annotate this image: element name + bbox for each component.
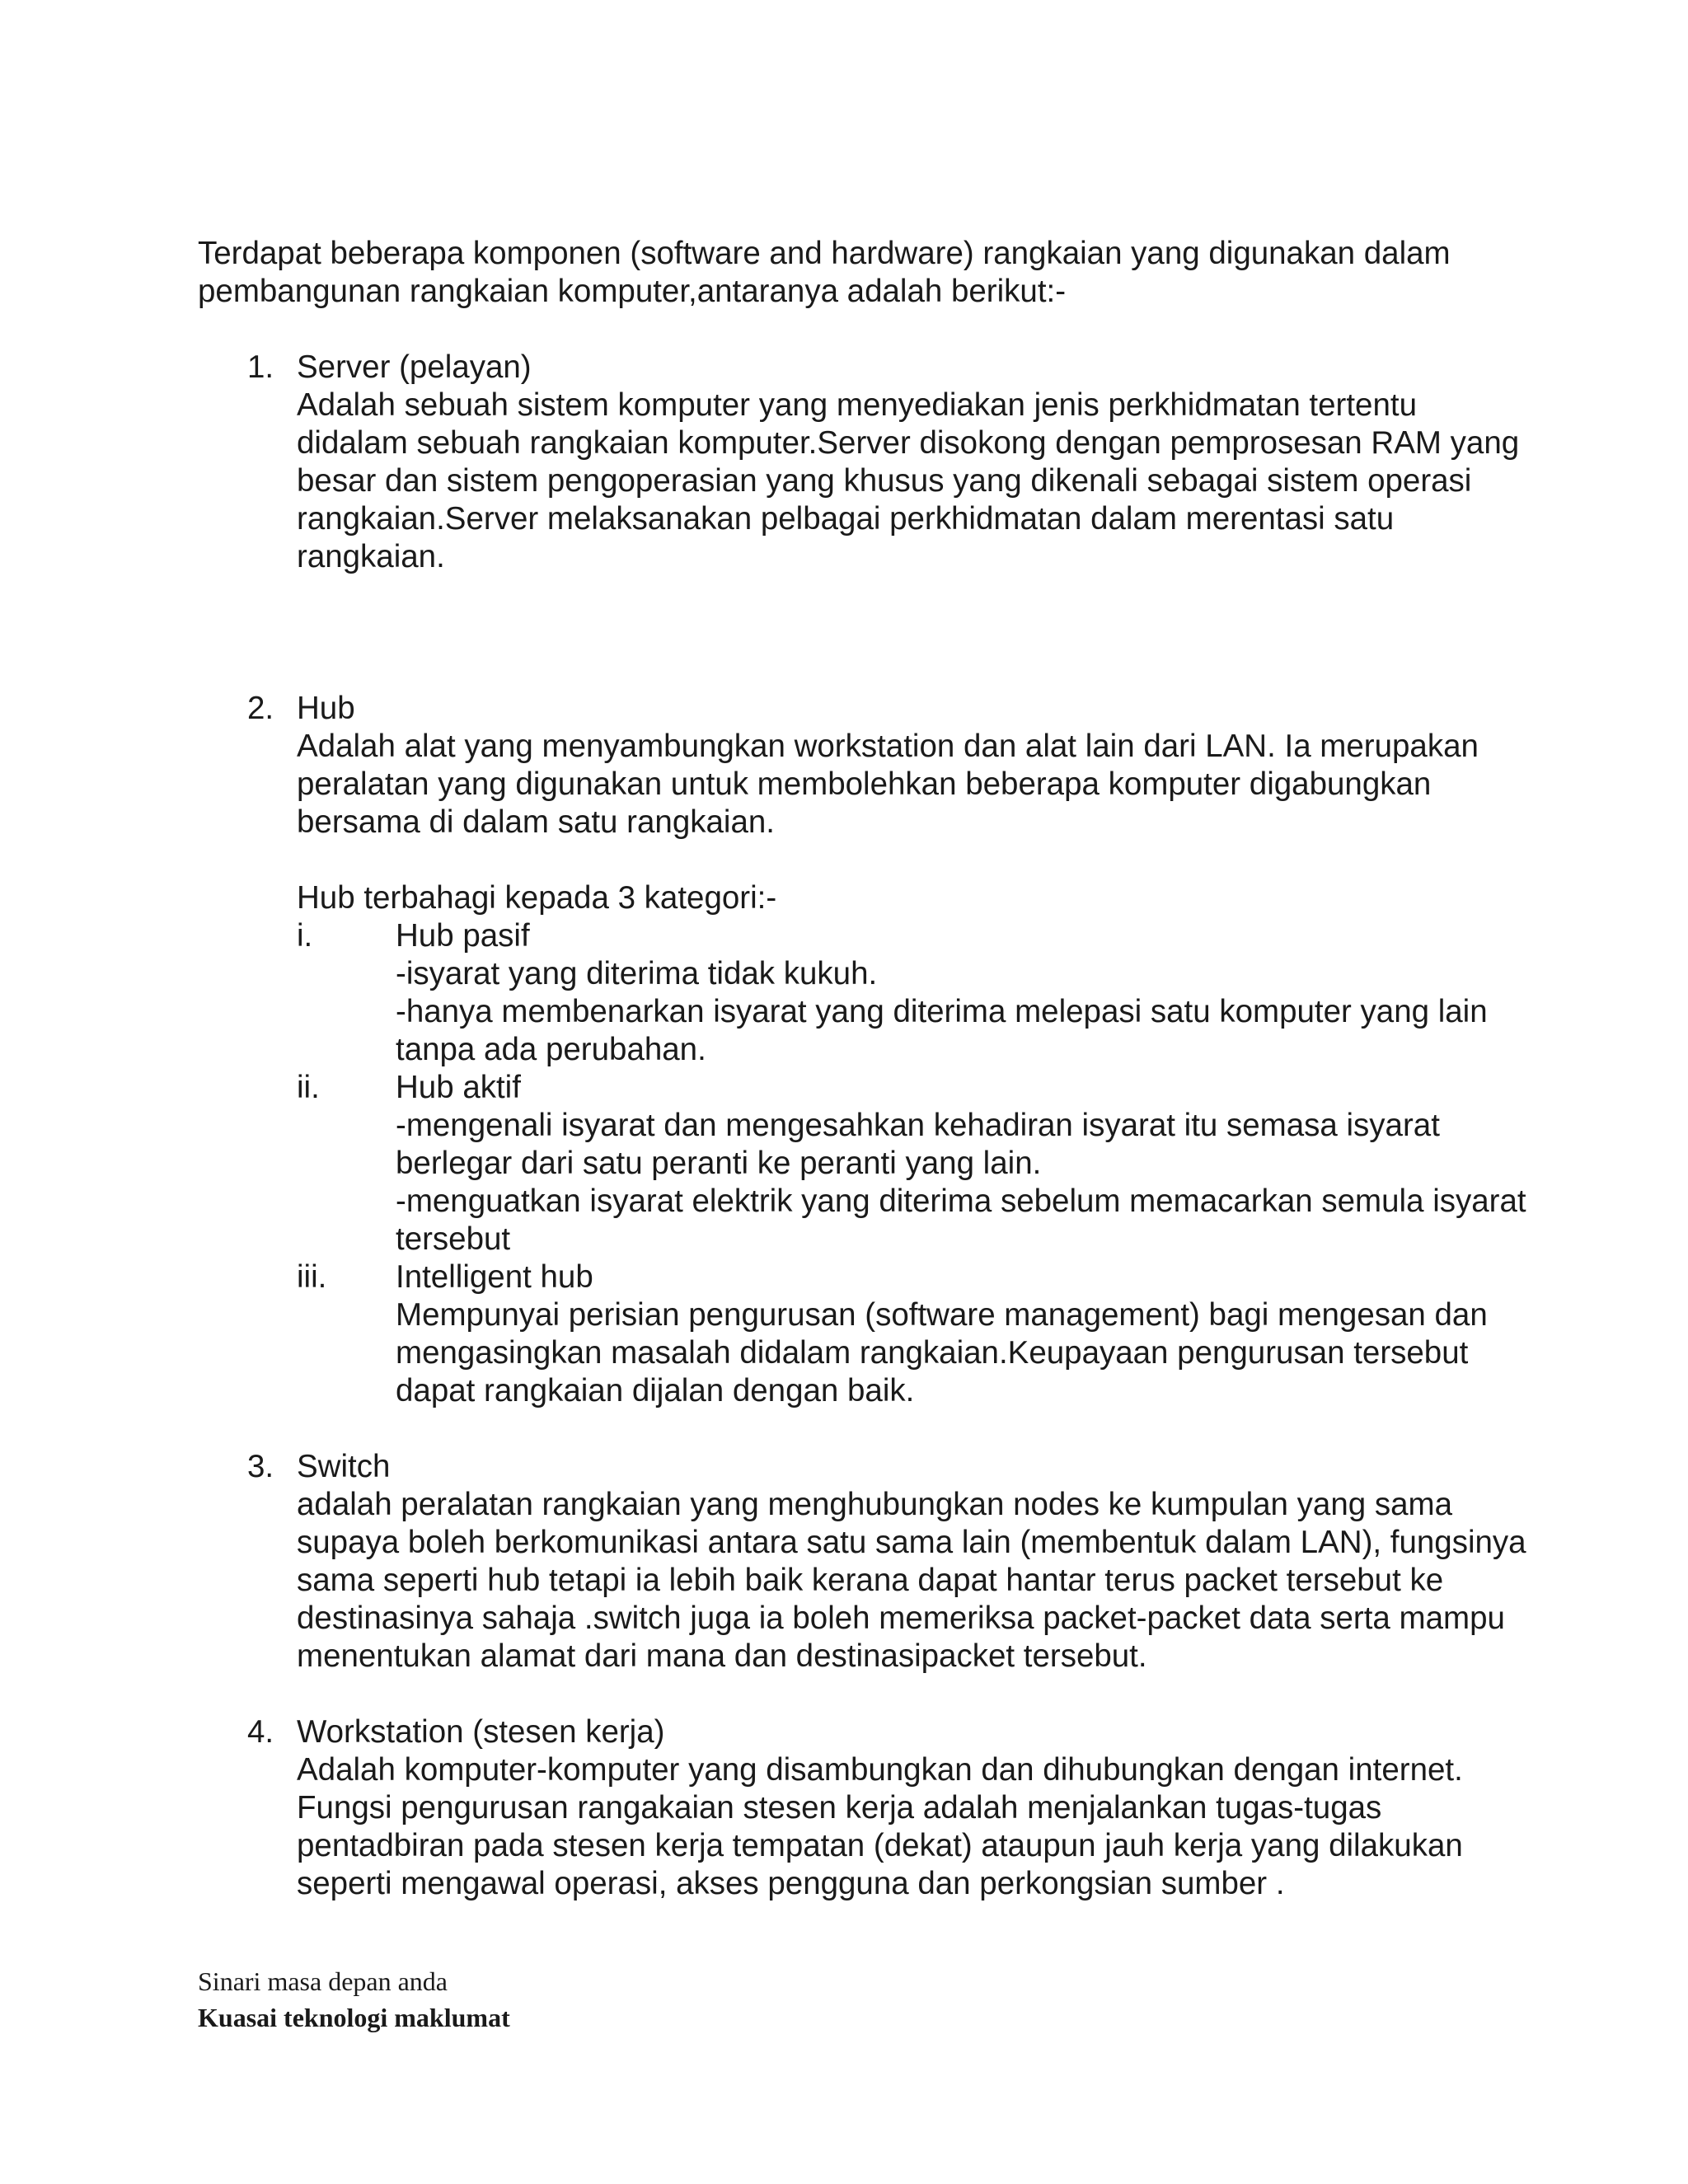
- item-number: 2.: [247, 691, 274, 726]
- hub-category-passive: [297, 917, 1533, 1069]
- document-body: [198, 235, 1533, 1903]
- list-item-server: [198, 349, 1533, 576]
- item-number: 3.: [247, 1449, 274, 1484]
- item-body: Adalah komputer-komputer yang disambungkan dan dihubungkan dengan internet. Fungsi pengurusan rangakaian stesen kerja adalah menjalankan tugas-tugas pentadbiran pada stesen kerja tempatan (dekat) ataupun jauh kerja yang dilakukan seperti mengawal operasi, akses pengguna dan perkongsian sumber .: [297, 1752, 1463, 1901]
- item-title: Workstation (stesen kerja): [297, 1714, 665, 1750]
- list-item-hub: [198, 690, 1533, 1410]
- footer-slogan: Kuasai teknologi maklumat: [198, 2003, 510, 2032]
- spacer: [297, 841, 1533, 879]
- categories-label: Hub terbahagi kepada 3 kategori:-: [297, 880, 777, 916]
- item-body: adalah peralatan rangkaian yang menghubungkan nodes ke kumpulan yang sama supaya boleh berkomunikasi antara satu sama lain (membentuk dalam LAN), fungsinya sama seperti hub tetapi ia lebih baik kerana dapat hantar terus packet tersebut ke destinasinya sahaja .switch juga ia boleh memeriksa packet-packet data serta mampu menentukan alamat dari mana dan destinasipacket tersebut.: [297, 1487, 1526, 1674]
- sub-item-line: -isyarat yang diterima tidak kukuh.: [396, 956, 878, 991]
- item-body: Adalah sebuah sistem komputer yang menyediakan jenis perkhidmatan tertentu didalam sebuah rangkaian komputer.Server disokong dengan pemprosesan RAM yang besar dan sistem pengoperasian yang khusus yang dikenali sebagai sistem operasi rangkaian.Server melaksanakan pelbagai perkhidmatan dalam merentasi satu rangkaian.: [297, 387, 1520, 574]
- sub-item-line: -hanya membenarkan isyarat yang diterima melepasi satu komputer yang lain tanpa ada perubahan.: [396, 994, 1488, 1067]
- sub-item-line: Mempunyai perisian pengurusan (software management) bagi mengesan dan mengasingkan masalah didalam rangkaian.Keupayaan pengurusan tersebut dapat rangkaian dijalan dengan baik.: [396, 1297, 1488, 1408]
- sub-item-number: i.: [297, 918, 313, 954]
- hub-category-intelligent: [297, 1258, 1533, 1410]
- hub-category-active: [297, 1069, 1533, 1258]
- item-number: 1.: [247, 349, 274, 385]
- intro-paragraph: Terdapat beberapa komponen (software and hardware) rangkaian yang digunakan dalam pembangunan rangkaian komputer,antaranya adalah berikut:-: [198, 236, 1451, 309]
- sub-item-title: Intelligent hub: [396, 1259, 593, 1295]
- item-title: Server (pelayan): [297, 349, 532, 385]
- item-body: Adalah alat yang menyambungkan workstation dan alat lain dari LAN. Ia merupakan peralatan yang digunakan untuk membolehkan beberapa komputer digabungkan bersama di dalam satu rangkaian.: [297, 729, 1479, 840]
- sub-item-number: ii.: [297, 1070, 320, 1105]
- page-footer: [198, 1963, 510, 2036]
- item-title: Switch: [297, 1449, 391, 1484]
- component-list: [198, 349, 1533, 1903]
- sub-item-title: Hub aktif: [396, 1070, 521, 1105]
- sub-item-title: Hub pasif: [396, 918, 530, 954]
- sub-item-number: iii.: [297, 1259, 327, 1295]
- list-item-switch: [198, 1448, 1533, 1675]
- list-item-workstation: [198, 1713, 1533, 1903]
- footer-tagline: Sinari masa depan anda: [198, 1966, 448, 1996]
- hub-category-list: [297, 917, 1533, 1410]
- sub-item-line: -menguatkan isyarat elektrik yang diterima sebelum memacarkan semula isyarat tersebut: [396, 1183, 1526, 1257]
- item-number: 4.: [247, 1714, 274, 1750]
- sub-item-line: -mengenali isyarat dan mengesahkan kehadiran isyarat itu semasa isyarat berlegar dari satu peranti ke peranti yang lain.: [396, 1108, 1440, 1181]
- item-title: Hub: [297, 691, 355, 726]
